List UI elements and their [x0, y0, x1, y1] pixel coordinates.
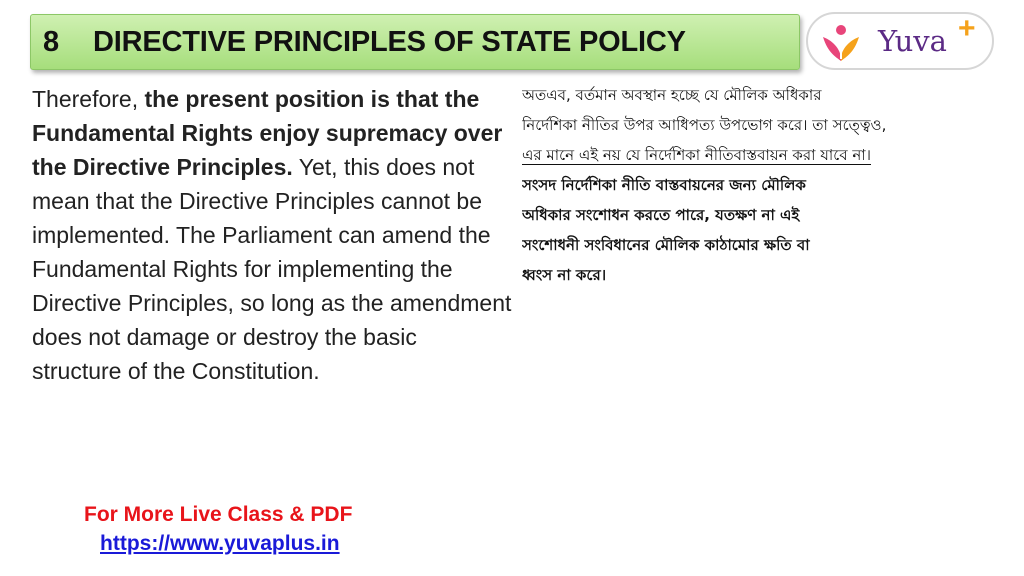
footer-cta: For More Live Class & PDF	[84, 503, 353, 526]
page-title: DIRECTIVE PRINCIPLES OF STATE POLICY	[93, 25, 686, 58]
website-link[interactable]: https://www.yuvaplus.in	[100, 532, 340, 555]
bengali-line: অধিকার সংশোধন করতে পারে, যতক্ষণ না এই	[522, 206, 800, 224]
logo-text: Yuva	[878, 24, 947, 58]
english-text-normal: Therefore,	[32, 86, 145, 112]
bengali-line: নির্দেশিকা নীতির উপর আধিপত্য উপভোগ করে। তা সত্ত্বেও,	[522, 116, 887, 134]
logo-plus: +	[958, 12, 976, 45]
english-text-rest: Yet, this does not mean that the Directive Principles cannot be implemented. The Parliament can amend the Fundamental Rights for implementing the Directive Principles, so long as the amendment does not damage or destroy the basic structure of the Constitution.	[32, 154, 512, 384]
yuva-logo[interactable]	[806, 12, 994, 70]
bengali-line: সংসদ নির্দেশিকা নীতি বাস্তবায়নের জন্য মৌলিক	[522, 176, 806, 194]
title-banner	[30, 14, 800, 70]
section-number: 8	[43, 25, 60, 58]
yuva-logo-mark-icon	[820, 23, 862, 63]
english-text-bold: the present position is that the Fundamental Rights enjoy supremacy over the Directive Principles.	[32, 86, 503, 180]
bengali-line: অতএব, বর্তমান অবস্থান হচ্ছে যে মৌলিক অধিকার	[522, 86, 822, 104]
bengali-line: ধ্বংস না করে।	[522, 266, 607, 284]
bengali-paragraph	[522, 80, 1014, 290]
english-paragraph	[32, 82, 512, 388]
bengali-line: এর মানে এই নয় যে নির্দেশিকা নীতিবাস্তবায়ন করা যাবে না।	[522, 146, 872, 164]
bengali-line: সংশোধনী সংবিধানের মৌলিক কাঠামোর ক্ষতি বা	[522, 236, 810, 254]
